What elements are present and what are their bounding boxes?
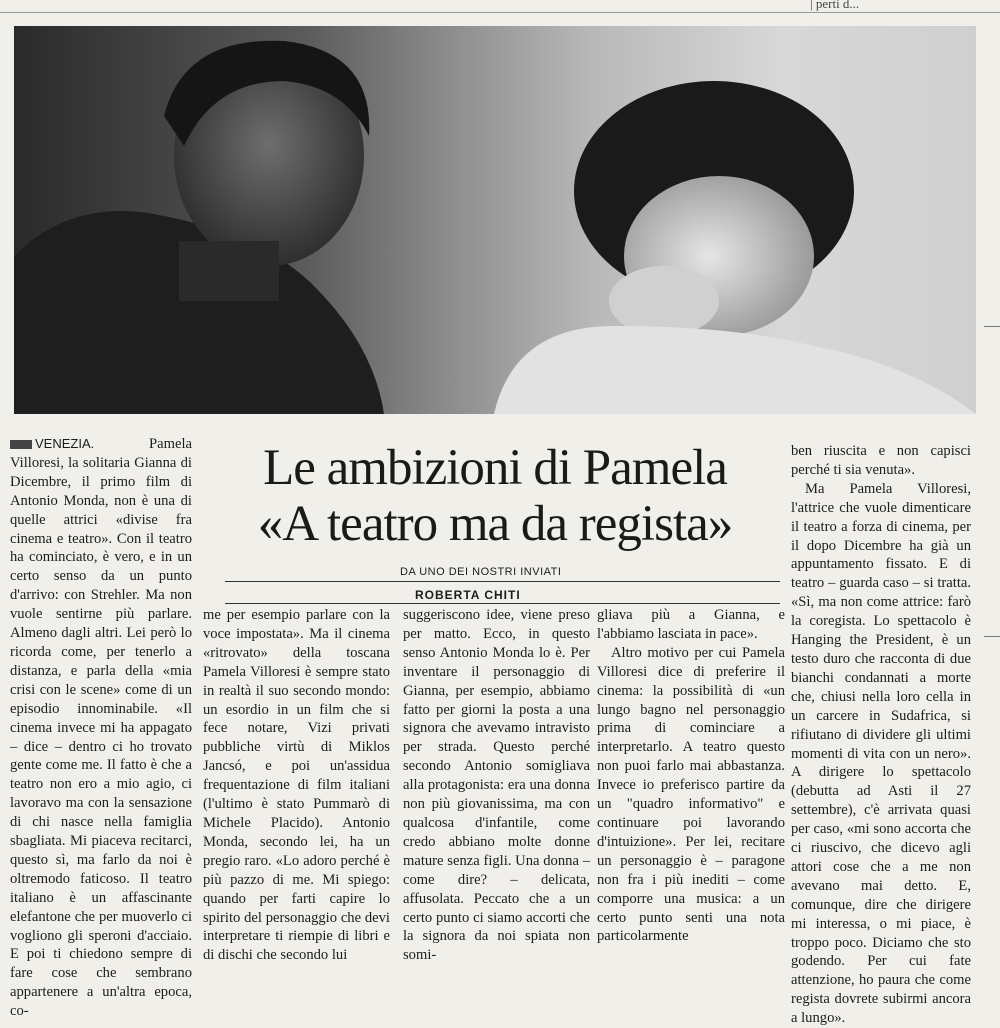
top-rule — [0, 12, 1000, 13]
column-5-paragraph-2: Ma Pamela Villoresi, l'attrice che vuole dimenticare il teatro a forza di cinema, per il dopo Dicembre ha già un appuntamento fissato. E di teatro – guarda caso – si tratta. «Sì, ma non come attrice: farò la coregista. Lo spettacolo è Hanging the President, è un testo duro che racconta di due bianchi condannati a morte che, chiusi nella loro cella in un carcere in Sudafrica, si rifiutano di dividere gli ultimi momenti di vita con un nero». A dirigere lo spettacolo (debutta ad Asti il 27 settembre), c'è arrivata quasi per caso, «mi sono accorta che ci riuscivo, che dicevo agli attori cose che a me non avevano mai detto. E, comunque, dire che dirigere mi interessa, o mi piace, è troppo poco. Diciamo che sto godendo. Per cui fate attenzione, ho paura che come regista dovrete subirmi ancora a lungo». — [791, 480, 971, 1027]
column-3-text: suggeriscono idee, viene preso per matto. Ecco, in questo senso Antonio Monda lo è. Per inventare il personaggio di Gianna, per esempio, abbiamo fatto per giorni la posta a una signora che avevamo intravisto per strada. Questo perché secondo Antonio somigliava alla protagonista: era una donna non più giovanissima, ma con qualcosa d'infantile, come credo abbiano molte donne mature senza figli. Una donna – come dire? – delicata, affusolata. Peccato che a un certo punto ci siamo accorti che la signora da noi spiata non somi- — [403, 607, 590, 964]
column-4-paragraph-1: gliava più a Gianna, e l'abbiamo lasciata in pace». — [597, 607, 785, 642]
dateline: VENEZIA. — [35, 436, 95, 451]
headline — [200, 440, 790, 552]
column-1-text: Pamela Villoresi, la solitaria Gianna di Dicembre, il primo film di Antonio Monda, non è una di quelle attrici «divise fra cinema e teatro». Con il teatro ha cominciato, è vero, e in un certo senso da un punto d'arrivo: con Strehler. Ma non vuole sentirne più parlare. Almeno dagli altri. Lei però lo ricorda come, per tenerlo a distanza, e parla della «mia crisi con le scene» come di un episodio innominabile. «Il cinema invece mi ha appagato – dice – dentro ci ho trovato gente come me. Il fatto è che a teatro non ero a mio agio, ci lavoravo ma con la sensazione di chi nasce nella famiglia sbagliata. Mi piaceva recitarci, questo sì, ma farlo da noi è oltremodo faticoso. Il teatro italiano è un affascinante elefantone che per muoverlo ci vogliono gli speroni d'acciaio. E poi ti chiedono sempre di fare cose che sembrano appartenere a un'altra epoca, co- — [10, 436, 192, 1020]
article-column-1 — [10, 435, 192, 1021]
byline: ROBERTA CHITI — [415, 588, 521, 602]
headline-rule-top — [225, 581, 780, 582]
headline-line-1: Le ambizioni di Pamela — [263, 440, 727, 496]
edge-mark-2 — [984, 636, 1000, 637]
edge-mark-1 — [984, 326, 1000, 327]
column-2-text: me per esempio parlare con la voce impostata». Ma il cinema «ritrovato» della toscana Pamela Villoresi è sempre stato in realtà il suo secondo mondo: un esordio in un film che si fece notare, Vizi privati pubbliche virtù di Miklos Jancsó, e poi un'assidua frequentazione di film italiani (l'ultimo è stato Pummarò di Michele Placido). Antonio Monda, secondo lei, ha un pregio raro. «Lo adoro perché è più pazzo di me. Mi spiego: quando per farti capire lo spirito del personaggio che devi interpretare ti riempie di libri e di dischi che secondo lui — [203, 607, 390, 964]
article-column-2 — [203, 606, 390, 965]
headline-line-2: «A teatro ma da regista» — [257, 496, 733, 552]
top-text-fragment: | perti d... — [810, 0, 860, 11]
article-column-5 — [791, 442, 971, 1028]
subtitle: DA UNO DEI NOSTRI INVIATI — [400, 566, 562, 578]
article-column-4 — [597, 606, 785, 946]
column-5-paragraph-1: ben riuscita e non capisci perché ti sia venuta». — [791, 443, 971, 478]
dateline-marker — [10, 440, 32, 449]
photo-illustration — [14, 26, 976, 414]
article-photo — [14, 26, 976, 414]
column-4-paragraph-2: Altro motivo per cui Pamela Villoresi dice di preferire il cinema: la possibilità di «un lungo bagno nel personaggio prima di cominciare a interpretarlo. A teatro questo non puoi farlo mai abbastanza. Invece io preferisco partire da un "quadro informativo" e continuare poi lavorando d'intuizione». Per lei, recitare un personaggio è – paragone non fra i più inediti – come comporre una musica: a un certo punto senti una nota particolarmente — [597, 644, 785, 945]
article-column-3 — [403, 606, 590, 965]
headline-rule-bottom — [225, 603, 780, 604]
